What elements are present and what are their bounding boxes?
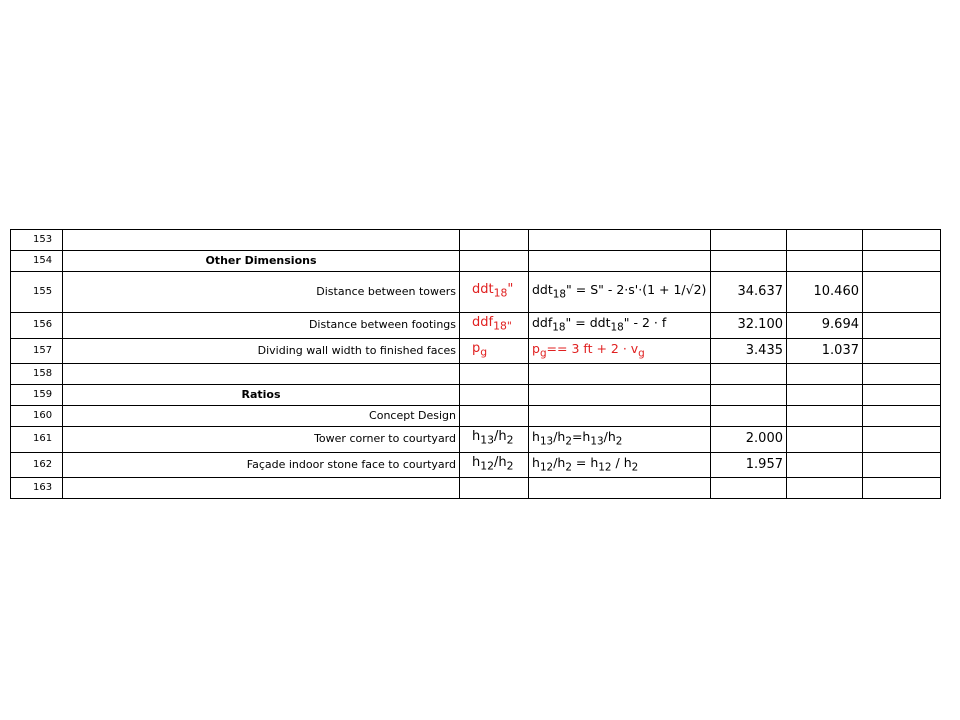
symbol-text: h [472, 454, 481, 470]
description-cell[interactable] [63, 313, 460, 339]
formula-cell[interactable] [529, 406, 711, 427]
formula-text: == 3 ft + 2 · v [546, 340, 639, 356]
value-cell[interactable]: 2.000 [711, 427, 787, 453]
formula-subscript: 13 [539, 435, 554, 448]
formula-subscript: 18 [552, 321, 566, 334]
formula-text: / h [611, 454, 632, 470]
table-row [11, 338, 941, 364]
formula-text: /h [553, 454, 566, 470]
row-number[interactable]: 156 [11, 313, 63, 339]
formula-cell[interactable] [529, 364, 711, 385]
formula-cell[interactable] [529, 251, 711, 272]
empty-cell[interactable] [863, 478, 941, 499]
symbol-cell[interactable] [460, 272, 529, 313]
value-cell[interactable] [787, 406, 863, 427]
row-number[interactable]: 163 [11, 478, 63, 499]
formula-cell[interactable] [529, 230, 711, 251]
value-cell[interactable]: 34.637 [711, 272, 787, 313]
table-row [11, 452, 941, 478]
value-cell[interactable] [711, 230, 787, 251]
description-cell[interactable] [63, 478, 460, 499]
symbol-subscript: 2 [506, 434, 514, 448]
value-cell[interactable] [787, 478, 863, 499]
formula-cell[interactable] [529, 313, 711, 339]
formula-cell[interactable] [529, 427, 711, 453]
table-row [11, 478, 941, 499]
formula-subscript: 18 [552, 288, 567, 301]
formula-cell[interactable] [529, 452, 711, 478]
symbol-cell[interactable] [460, 478, 529, 499]
value-cell[interactable] [711, 364, 787, 385]
description-cell[interactable] [63, 406, 460, 427]
description-cell[interactable] [63, 230, 460, 251]
symbol-cell[interactable] [460, 338, 529, 364]
formula-subscript: g [539, 347, 547, 359]
formula-subscript: 2 [565, 461, 572, 473]
formula-text: /h [553, 429, 566, 444]
value-cell[interactable]: 10.460 [787, 272, 863, 313]
value-cell[interactable] [787, 230, 863, 251]
description-cell[interactable] [63, 364, 460, 385]
empty-cell[interactable] [863, 272, 941, 313]
formula-text: /h [603, 429, 616, 444]
row-number[interactable]: 154 [11, 251, 63, 272]
value-cell[interactable]: 1.037 [787, 338, 863, 364]
table-row [11, 364, 941, 385]
value-cell[interactable]: 1.957 [711, 452, 787, 478]
section-heading: Ratios [241, 388, 281, 401]
description-text: Façade indoor stone face to courtyard [246, 457, 456, 471]
value-cell[interactable] [711, 251, 787, 272]
description-text: Tower corner to courtyard [314, 432, 456, 446]
table-row [11, 230, 941, 251]
formula-text: ddt [532, 281, 553, 297]
row-number[interactable]: 161 [11, 427, 63, 453]
formula-text: " = S" - 2·s'·(1 + 1/√2) [566, 281, 707, 297]
value-cell[interactable] [787, 427, 863, 453]
symbol-cell[interactable] [460, 230, 529, 251]
formula-text: " - 2 · f [623, 315, 667, 330]
description-cell[interactable] [63, 338, 460, 364]
value-cell[interactable]: 32.100 [711, 313, 787, 339]
value-cell[interactable] [787, 364, 863, 385]
formula-subscript: 2 [565, 435, 572, 448]
description-text: Dividing wall width to finished faces [257, 343, 456, 357]
table-row [11, 385, 941, 406]
formula-subscript: 12 [598, 461, 612, 473]
description-text: Concept Design [369, 409, 456, 422]
value-cell[interactable] [787, 251, 863, 272]
symbol-cell[interactable] [460, 313, 529, 339]
value-cell[interactable] [711, 478, 787, 499]
formula-text: h [532, 429, 540, 444]
symbol-cell[interactable] [460, 385, 529, 406]
formula-subscript: 18 [610, 321, 624, 334]
formula-text: =h [571, 429, 591, 444]
description-cell[interactable] [63, 452, 460, 478]
formula-subscript: g [638, 347, 645, 359]
empty-cell[interactable] [863, 230, 941, 251]
row-number[interactable]: 160 [11, 406, 63, 427]
row-number[interactable]: 162 [11, 452, 63, 478]
row-number[interactable]: 157 [11, 338, 63, 364]
symbol-subscript: 18" [493, 320, 512, 334]
section-heading: Other Dimensions [205, 254, 317, 267]
symbol-cell[interactable] [460, 364, 529, 385]
description-text: Distance between towers [316, 285, 456, 298]
description-cell[interactable] [63, 427, 460, 453]
symbol-text: ddf [472, 315, 494, 331]
formula-text: = h [571, 454, 599, 470]
spreadsheet-grid [10, 229, 941, 499]
value-cell[interactable]: 9.694 [787, 313, 863, 339]
symbol-text: /h [494, 429, 507, 445]
formula-cell[interactable] [529, 272, 711, 313]
description-cell[interactable] [63, 272, 460, 313]
value-cell[interactable]: 3.435 [711, 338, 787, 364]
row-number[interactable]: 153 [11, 230, 63, 251]
symbol-subscript: 13 [480, 434, 495, 448]
empty-cell[interactable] [863, 313, 941, 339]
symbol-subscript: 18 [493, 286, 508, 300]
symbol-cell[interactable] [460, 427, 529, 453]
row-number[interactable]: 159 [11, 385, 63, 406]
formula-text: p [532, 340, 540, 356]
table-row [11, 406, 941, 427]
empty-cell[interactable] [863, 338, 941, 364]
description-text: Distance between footings [308, 318, 456, 332]
formula-subscript: 2 [631, 461, 639, 473]
section-heading-cell[interactable] [63, 251, 460, 272]
formula-text: " = ddt [565, 315, 611, 330]
table-row [11, 272, 941, 313]
formula-cell[interactable] [529, 478, 711, 499]
table-row [11, 313, 941, 339]
empty-cell[interactable] [863, 385, 941, 406]
table-row [11, 427, 941, 453]
value-cell[interactable] [711, 406, 787, 427]
value-cell[interactable] [711, 385, 787, 406]
symbol-text: p [472, 340, 481, 356]
symbol-cell[interactable] [460, 452, 529, 478]
symbol-subscript: 2 [506, 459, 514, 473]
symbol-suffix: " [507, 282, 514, 298]
value-cell[interactable] [787, 452, 863, 478]
empty-cell[interactable] [863, 452, 941, 478]
row-number[interactable]: 155 [11, 272, 63, 313]
empty-cell[interactable] [863, 364, 941, 385]
formula-text: ddf [532, 315, 553, 330]
formula-subscript: 2 [615, 435, 623, 448]
symbol-text: h [472, 429, 481, 445]
formula-cell[interactable] [529, 385, 711, 406]
formula-subscript: 12 [539, 461, 554, 473]
symbol-text: /h [494, 454, 507, 470]
section-heading-cell[interactable] [63, 385, 460, 406]
formula-subscript: 13 [590, 435, 604, 448]
symbol-cell[interactable] [460, 251, 529, 272]
empty-cell[interactable] [863, 406, 941, 427]
formula-cell[interactable] [529, 338, 711, 364]
value-cell[interactable] [787, 385, 863, 406]
symbol-subscript: 12 [480, 459, 495, 473]
symbol-subscript: g [480, 345, 488, 359]
symbol-cell[interactable] [460, 406, 529, 427]
row-number[interactable]: 158 [11, 364, 63, 385]
table-row [11, 251, 941, 272]
empty-cell[interactable] [863, 251, 941, 272]
formula-text: h [532, 454, 540, 470]
empty-cell[interactable] [863, 427, 941, 453]
symbol-text: ddt [472, 282, 494, 298]
